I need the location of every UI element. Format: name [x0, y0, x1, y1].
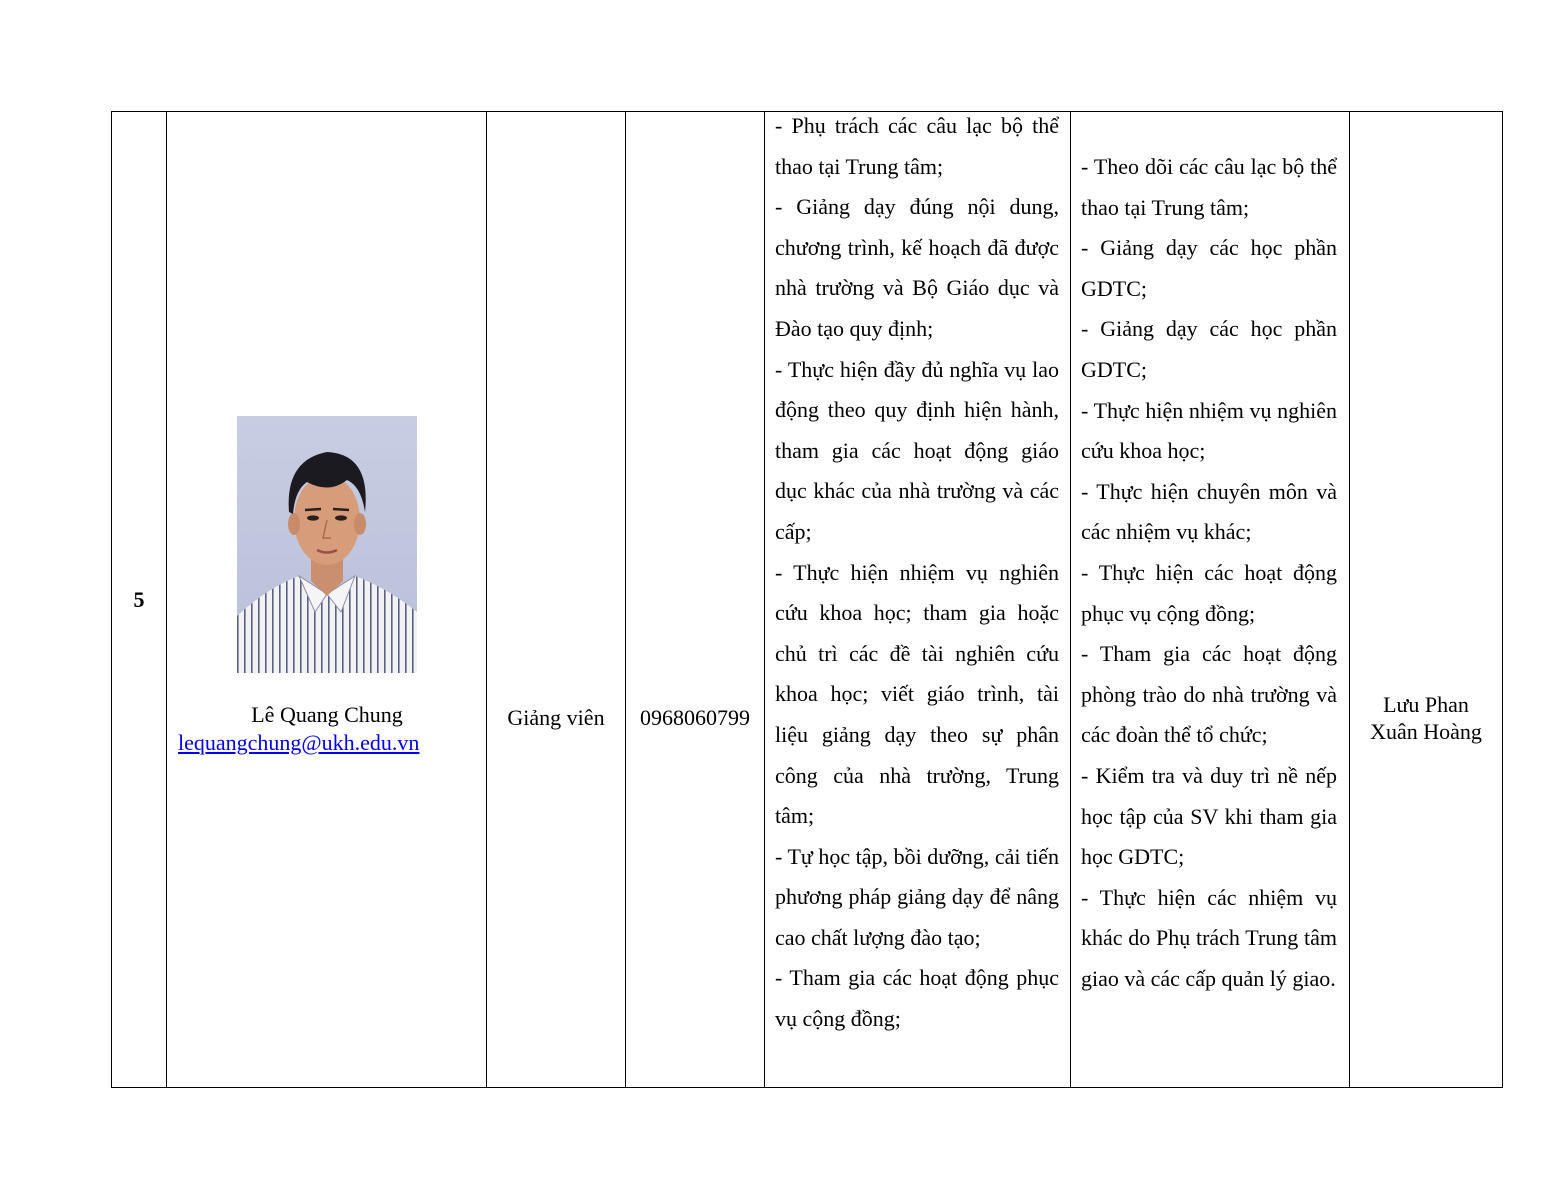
supervisor-name [1350, 691, 1502, 745]
supervisor-line-1: Lưu Phan [1383, 691, 1469, 717]
position-cell [487, 112, 626, 1088]
duty-item: - Giảng dạy đúng nội dung, chương trình, kế hoạch đã được nhà trường và Bộ Giáo dục và Đào tạo quy định; [775, 194, 1059, 341]
person-cell [167, 112, 487, 1088]
staff-table [111, 111, 1503, 1088]
task-item: - Thực hiện nhiệm vụ nghiên cứu khoa học; [1081, 397, 1337, 464]
duties-list [775, 112, 1059, 1040]
person-email-link[interactable]: lequangchung@ukh.edu.vn [178, 730, 420, 755]
tasks-cell [1071, 112, 1350, 1088]
task-item: - Giảng dạy các học phần GDTC; [1081, 316, 1337, 382]
row-number: 5 [112, 112, 167, 1088]
duty-item: - Phụ trách các câu lạc bộ thể thao tại Trung tâm; [775, 113, 1059, 179]
position-text: Giảng viên [507, 704, 605, 730]
task-item: - Kiểm tra và duy trì nề nếp học tập của SV khi tham gia học GDTC; [1081, 762, 1337, 870]
tasks-list [1081, 147, 1337, 999]
duty-item: - Thực hiện nhiệm vụ nghiên cứu khoa học; tham gia hoặc chủ trì các đề tài nghiên cứu khoa học; viết giáo trình, tài liệu giảng dạy theo sự phân công của nhà trường, Trung tâm; [775, 559, 1059, 829]
task-item: - Giảng dạy các học phần GDTC; [1081, 235, 1337, 301]
supervisor-cell [1350, 112, 1503, 1088]
person-name: Lê Quang Chung [251, 702, 403, 727]
task-item: - Tham gia các hoạt động phòng trào do nhà trường và các đoàn thể tổ chức; [1081, 641, 1337, 748]
duty-item: - Thực hiện đầy đủ nghĩa vụ lao động theo quy định hiện hành, tham gia các hoạt động giáo dục khác của nhà trường và các cấp; [775, 356, 1059, 544]
table-row [112, 112, 1503, 1088]
task-item: - Thực hiện chuyên môn và các nhiệm vụ khác; [1081, 478, 1337, 545]
task-item: - Thực hiện các hoạt động phục vụ cộng đồng; [1081, 559, 1337, 626]
task-item: - Thực hiện các nhiệm vụ khác do Phụ trách Trung tâm giao và các cấp quản lý giao. [1081, 884, 1337, 991]
duty-item: - Tham gia các hoạt động phục vụ cộng đồng; [775, 965, 1059, 1032]
portrait-photo [237, 416, 417, 673]
task-item: - Theo dõi các câu lạc bộ thể thao tại Trung tâm; [1081, 154, 1337, 220]
phone-cell [626, 112, 765, 1088]
duties-cell [765, 112, 1071, 1088]
duty-item: - Tự học tập, bồi dưỡng, cải tiến phương pháp giảng dạy để nâng cao chất lượng đào tạo; [775, 843, 1059, 950]
supervisor-line-2: Xuân Hoàng [1370, 718, 1482, 744]
phone-text: 0968060799 [640, 704, 750, 730]
